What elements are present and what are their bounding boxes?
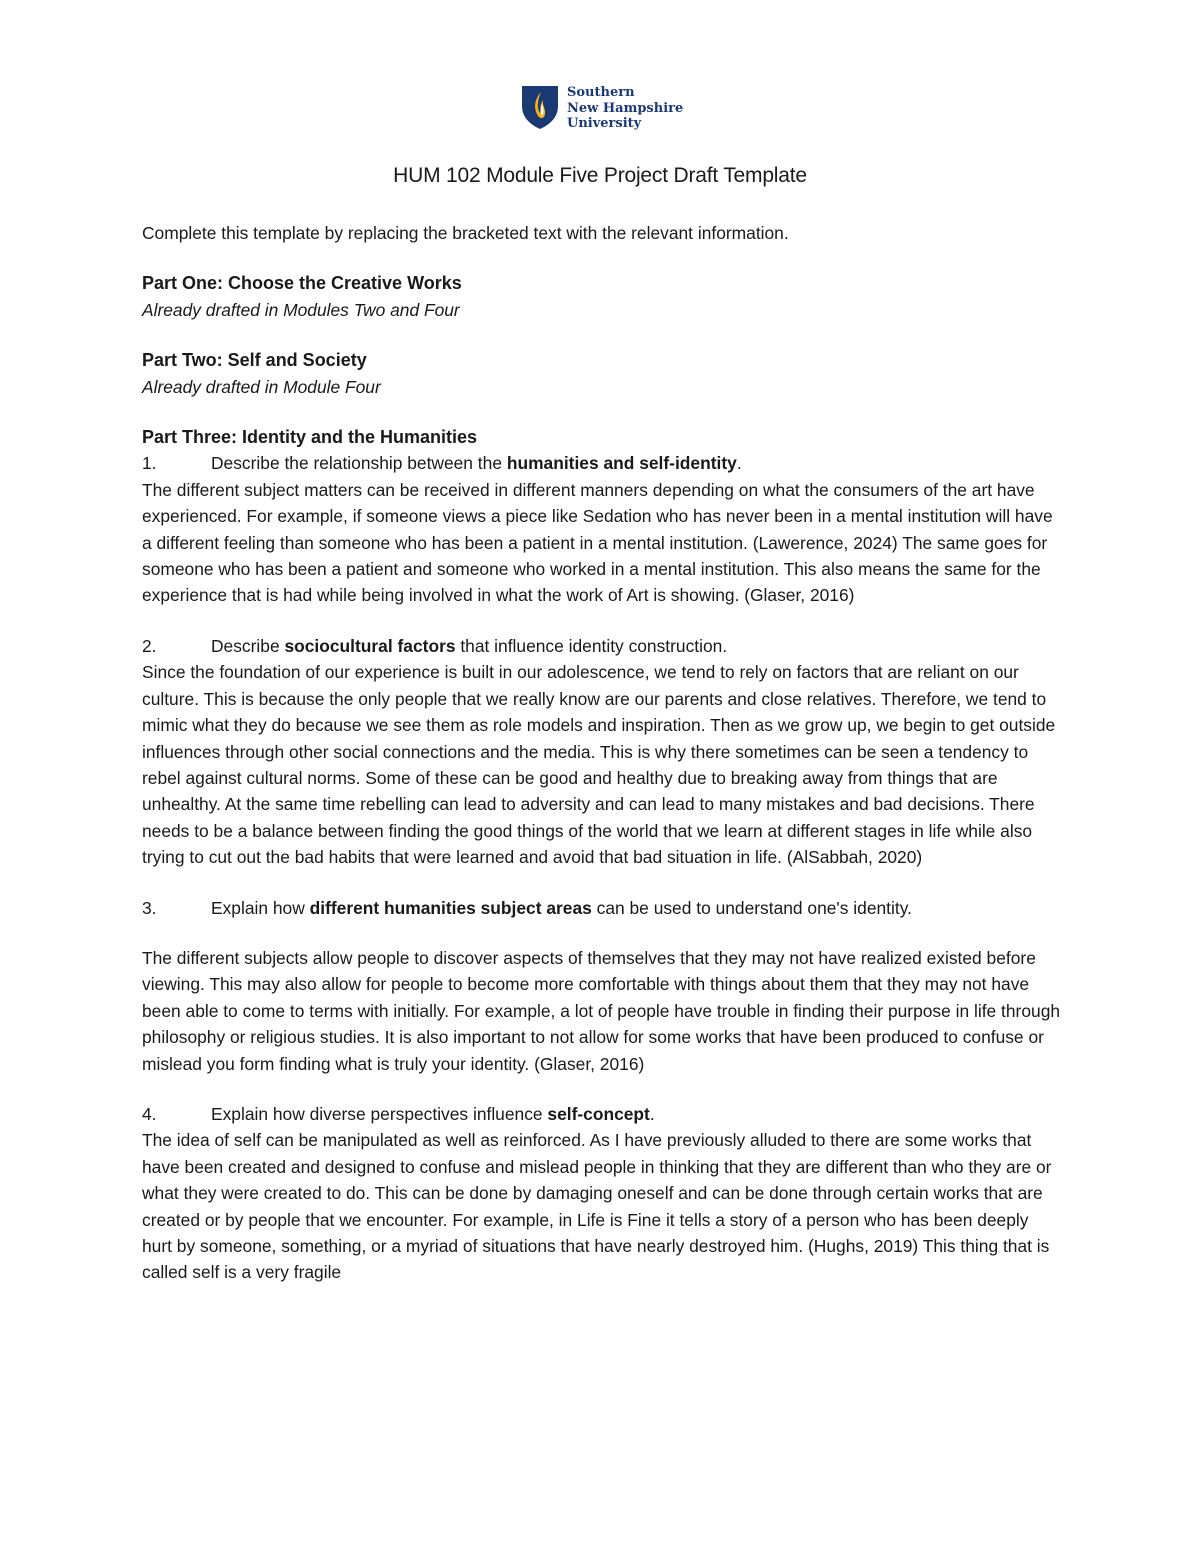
question-text-end: . <box>736 453 742 474</box>
part-one-note: Already drafted in Modules Two and Four <box>142 299 460 320</box>
answer-4: The idea of self can be manipulated as well as reinforced. As I have previously alluded to there are some works that have been created and designed to confuse and mislead people in thinking that they are different than who they are or what they were created to do. This can be done by damaging oneself and can be done through certain works that are created or by people that we encounter. For example, in Life is Fine it tells a story of a person who has been deeply hurt by someone, something, or a myriad of situations that have nearly destroyed him. (Hughs, 2019) This thing that is called self is a very fragile <box>142 1130 1052 1283</box>
question-text: Explain how <box>211 897 310 918</box>
logo-line-1: Southern <box>567 85 635 100</box>
question-text-end: that influence identity construction. <box>455 635 728 656</box>
intro-text: Complete this template by replacing the bracketed text with the relevant information. <box>142 223 789 243</box>
question-emphasis: sociocultural factors <box>284 635 456 656</box>
question-text: Describe the relationship between the <box>211 453 507 474</box>
logo-wordmark <box>567 85 683 132</box>
question-3 <box>142 895 1062 921</box>
question-emphasis: humanities and self-identity <box>506 453 737 474</box>
logo-line-3: University <box>567 116 642 131</box>
question-4 <box>142 1101 1062 1127</box>
question-number: 1. <box>142 453 157 474</box>
question-text-end: can be used to understand one's identity. <box>591 897 912 918</box>
document-title: HUM 102 Module Five Project Draft Template <box>393 164 807 187</box>
part-one-heading: Part One: Choose the Creative Works <box>142 273 462 294</box>
question-2 <box>142 633 1062 659</box>
question-emphasis: self-concept <box>547 1103 650 1124</box>
question-emphasis: different humanities subject areas <box>309 897 592 918</box>
part-three-heading: Part Three: Identity and the Humanities <box>142 427 478 448</box>
shield-flame-icon <box>521 84 559 130</box>
logo-line-2: New Hampshire <box>567 100 684 116</box>
answer-2: Since the foundation of our experience is built in our adolescence, we tend to rely on factors that are reliant on our culture. This is because the only people that we really know are our parents and close relatives. Therefore, we tend to mimic what they do because we see them as role models and inspiration. Then as we grow up, we begin to get outside influences through other social connections and the media. This is why there sometimes can be seen a tendency to rebel against cultural norms. Some of these can be good and healthy due to breaking away from things that are unhealthy. At the same time rebelling can lead to adversity and can lead to many mistakes and bad decisions. There needs to be a balance between finding the good things of the world that we learn at different stages in life while also trying to cut out the bad habits that were learned and avoid that bad situation in life. (AlSabbah, 2020) <box>142 662 1056 868</box>
question-number: 3. <box>142 897 157 918</box>
question-number: 2. <box>142 635 157 656</box>
question-text: Explain how diverse perspectives influence <box>211 1103 548 1124</box>
question-text-end: . <box>649 1103 655 1124</box>
answer-3: The different subjects allow people to discover aspects of themselves that they may not have realized existed before viewing. This may also allow for people to become more comfortable with things about them that they may not have been able to come to terms with initially. For example, a lot of people have trouble in finding their purpose in life through philosophy or religious studies. It is also important to not allow for some works that have been produced to confuse or mislead you form finding what is truly your identity. (Glaser, 2016) <box>142 947 1061 1074</box>
question-1 <box>142 450 1062 476</box>
question-text: Describe <box>211 635 285 656</box>
part-two-heading: Part Two: Self and Society <box>142 350 367 371</box>
part-two-note: Already drafted in Module Four <box>142 376 381 397</box>
question-number: 4. <box>142 1103 157 1124</box>
answer-1: The different subject matters can be received in different manners depending on what the consumers of the art have experienced. For example, if someone views a piece like Sedation who has never been in a mental institution will have a different feeling than someone who has been a patient in a mental institution. (Lawerence, 2024) The same goes for someone who has been a patient and someone who worked in a mental institution. This also means the same for the experience that is had while being involved in what the work of Art is showing. (Glaser, 2016) <box>142 479 1053 606</box>
university-logo <box>521 84 691 134</box>
document-body <box>142 220 1062 1286</box>
